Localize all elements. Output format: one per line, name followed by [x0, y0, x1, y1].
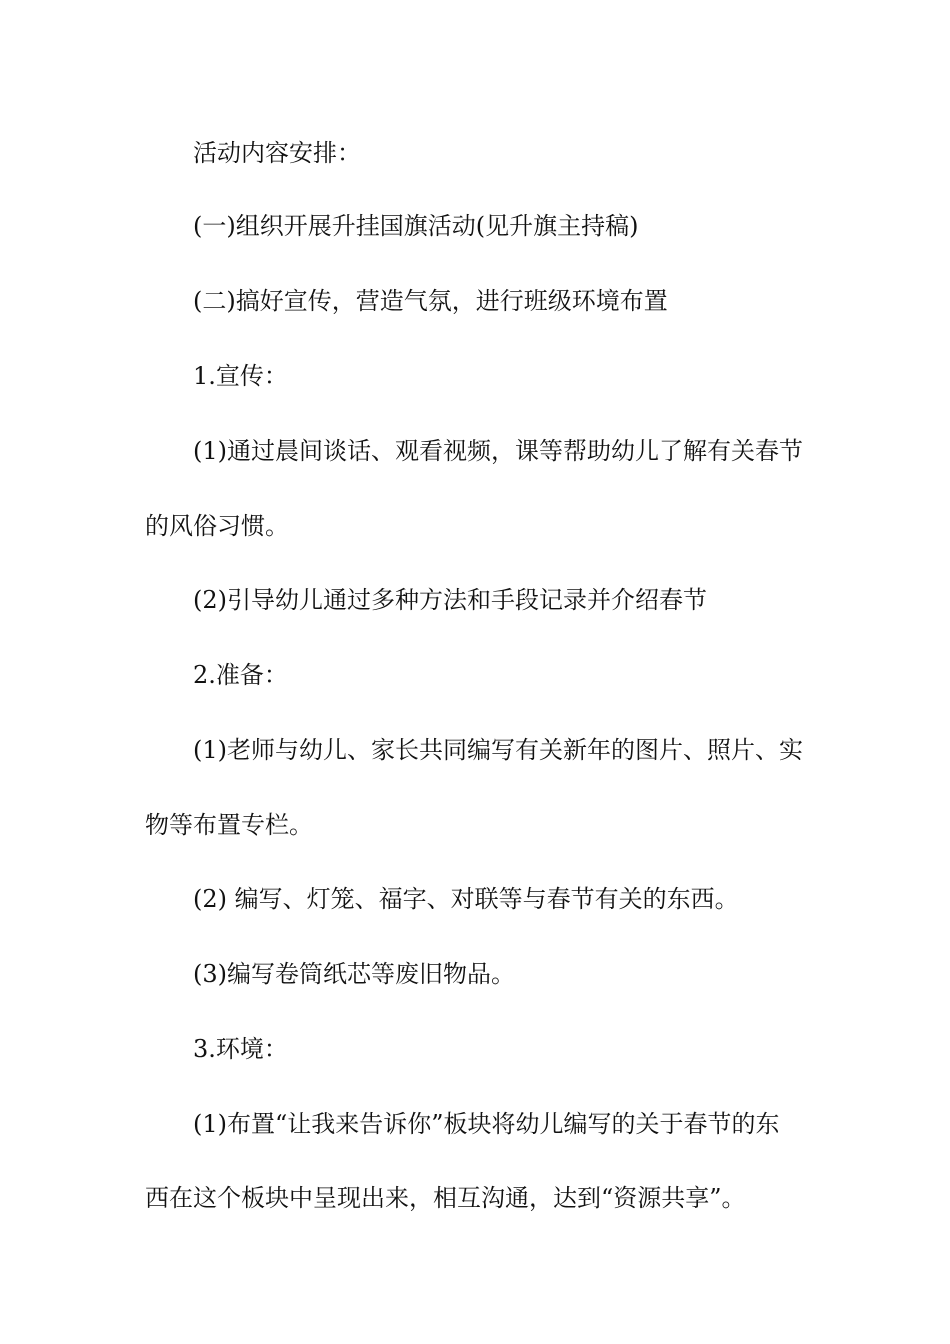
subheading-preparation: 2.准备： [193, 661, 288, 689]
paragraph-preparation-1-continued: 物等布置专栏。 [145, 811, 313, 839]
subheading-environment: 3.环境： [193, 1035, 288, 1063]
paragraph-preparation-3: (3)编写卷筒纸芯等废旧物品。 [193, 960, 515, 988]
paragraph-publicity-1-continued: 的风俗习惯。 [145, 512, 289, 540]
paragraph-preparation-2: (2) 编写、灯笼、福字、对联等与春节有关的东西。 [193, 885, 739, 913]
paragraph-environment-1-continued: 西在这个板块中呈现出来，相互沟通，达到“资源共享”。 [145, 1184, 746, 1212]
paragraph-publicity-2: (2)引导幼儿通过多种方法和手段记录并介绍春节 [193, 586, 707, 614]
paragraph-flag-raising: (一)组织开展升挂国旗活动(见升旗主持稿) [193, 212, 639, 240]
section-heading-activity-content: 活动内容安排： [193, 139, 361, 167]
paragraph-publicity-environment: (二)搞好宣传，营造气氛，进行班级环境布置 [193, 287, 668, 315]
paragraph-preparation-1: (1)老师与幼儿、家长共同编写有关新年的图片、照片、实 [193, 736, 803, 764]
subheading-publicity: 1.宣传： [193, 362, 288, 390]
paragraph-publicity-1: (1)通过晨间谈话、观看视频，课等帮助幼儿了解有关春节 [193, 437, 803, 465]
paragraph-environment-1: (1)布置“让我来告诉你”板块将幼儿编写的关于春节的东 [193, 1110, 780, 1138]
